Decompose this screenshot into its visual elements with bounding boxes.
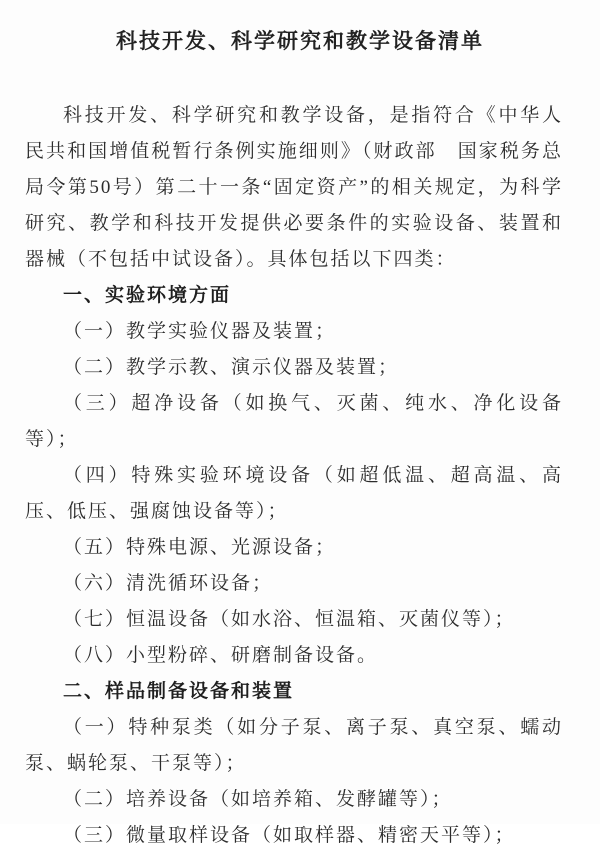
- section-2-item-1: （一）特种泵类（如分子泵、离子泵、真空泵、蠕动泵、蜗轮泵、干泵等）；: [25, 717, 563, 774]
- section-2-heading: 二、样品制备设备和装置: [63, 681, 295, 702]
- intro-paragraph: 科技开发、科学研究和教学设备，是指符合《中华人民共和国增值税暂行条例实施细则》（财政部 国家税务总局令第50号）第二十一条“固定资产”的相关规定，为科学研究、教学和科技开发提供必要条件的实验设备、装置和器械（不包括中试设备）。具体包括以下四类：: [25, 105, 563, 270]
- section-1-item-3: （三）超净设备（如换气、灭菌、纯水、净化设备等）；: [25, 393, 563, 450]
- section-1-heading: 一、实验环境方面: [63, 285, 232, 306]
- section-1-item-5: （五）特殊电源、光源设备；: [63, 537, 337, 558]
- section-2-item-3: （三）微量取样设备（如取样器、精密天平等）；: [63, 825, 516, 846]
- section-1-item-2: （二）教学示教、演示仪器及装置；: [63, 357, 400, 378]
- page-title: 科技开发、科学研究和教学设备清单: [116, 29, 484, 53]
- section-1-item-7: （七）恒温设备（如水浴、恒温箱、灭菌仪等）；: [63, 609, 516, 630]
- section-2-item-2: （二）培养设备（如培养箱、发酵罐等）；: [63, 789, 453, 810]
- document-body: [0, 98, 600, 854]
- section-1-item-1: （一）教学实验仪器及装置；: [63, 321, 337, 342]
- section-1-item-8: （八）小型粉碎、研磨制备设备。: [63, 645, 379, 666]
- section-1-item-4: （四）特殊实验环境设备（如超低温、超高温、高压、低压、强腐蚀设备等）；: [25, 465, 563, 522]
- section-1-item-6: （六）清洗循环设备；: [63, 573, 274, 594]
